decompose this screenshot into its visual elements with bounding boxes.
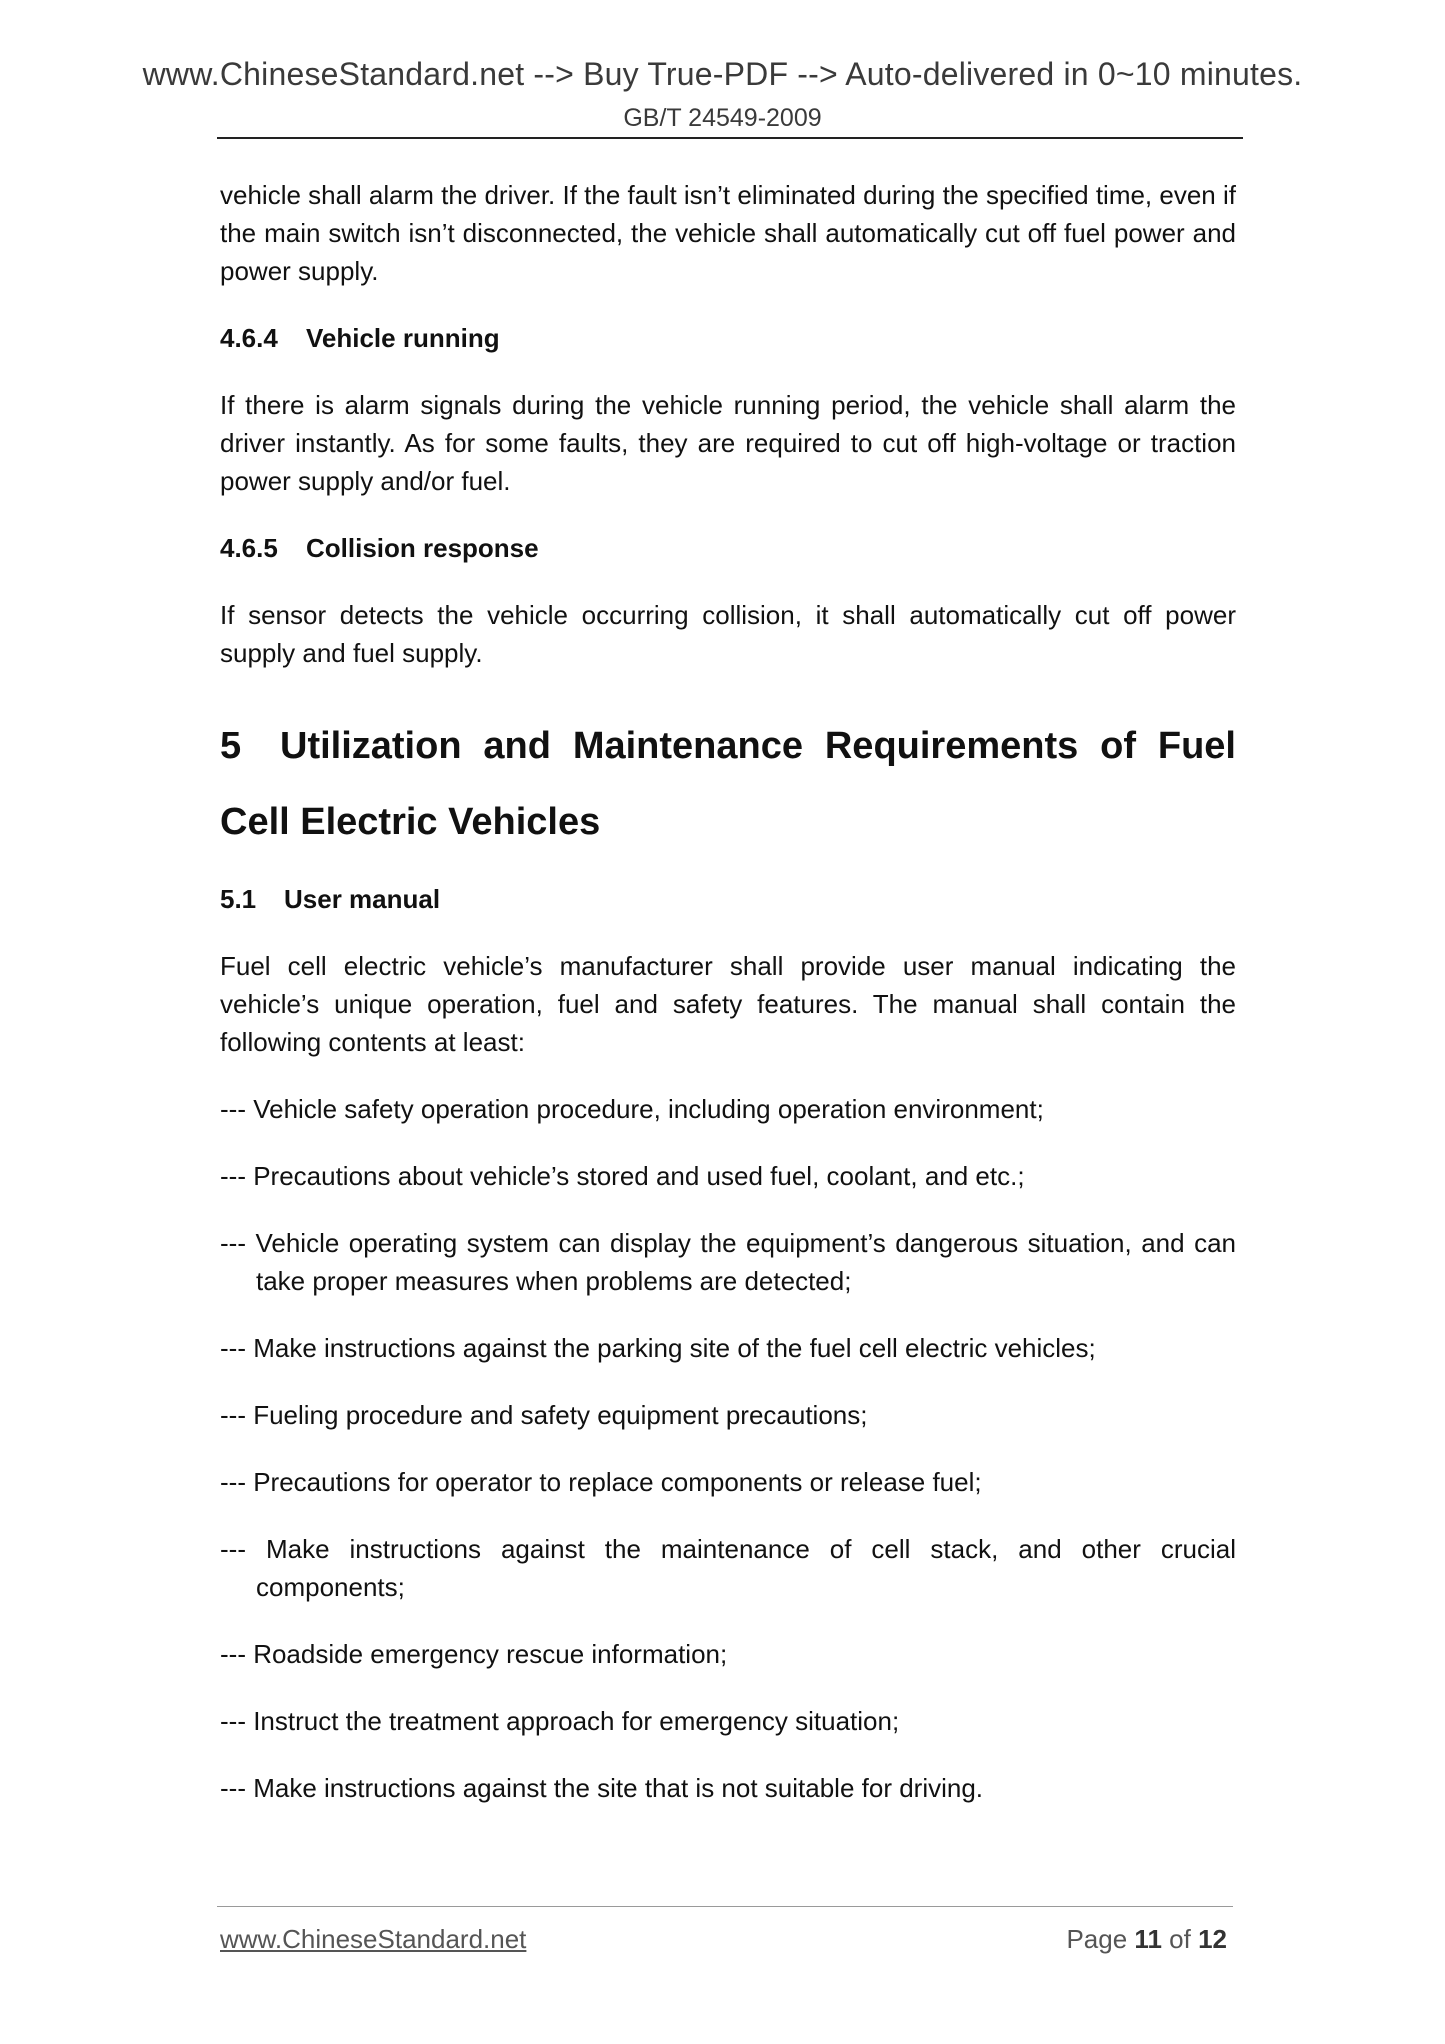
total-page-number: 12 (1198, 1924, 1227, 1954)
page-indicator (1066, 1924, 1227, 1955)
current-page-number: 11 (1134, 1924, 1162, 1954)
section-5-1-heading (220, 880, 1236, 918)
top-banner[interactable]: www.ChineseStandard.net --> Buy True-PDF --> Auto-delivered in 0~10 minutes. (142, 56, 1303, 92)
list-item: --- Vehicle operating system can display the equipment’s dangerous situation, and can take proper measures when problems are detected; (220, 1228, 1236, 1296)
section-5-1-text: Fuel cell electric vehicle’s manufacturer shall provide user manual indicating the vehicle’s unique operation, fuel and safety features. The manual shall contain the following contents at least: (220, 951, 1236, 1057)
user-manual-contents-list (220, 1090, 1236, 1807)
list-item: --- Precautions for operator to replace components or release fuel; (220, 1467, 982, 1497)
document-body (220, 176, 1236, 1836)
list-item: --- Instruct the treatment approach for emergency situation; (220, 1706, 900, 1736)
list-item: --- Make instructions against the site that is not suitable for driving. (220, 1773, 984, 1803)
standard-code: GB/T 24549-2009 (623, 104, 822, 132)
section-title: Utilization and Maintenance Requirements of Fuel Cell Electric Vehicles (220, 725, 1236, 843)
section-number: 4.6.4 (220, 323, 278, 353)
section-title: Vehicle running (306, 323, 500, 353)
section-title: Collision response (306, 533, 539, 563)
section-number: 4.6.5 (220, 533, 278, 563)
section-4-6-4-heading (220, 319, 1236, 357)
section-4-6-5-heading (220, 529, 1236, 567)
list-item: --- Fueling procedure and safety equipment precautions; (220, 1400, 868, 1430)
section-5-heading (220, 708, 1236, 860)
list-item: --- Roadside emergency rescue information; (220, 1639, 728, 1669)
list-item: --- Precautions about vehicle’s stored and used fuel, coolant, and etc.; (220, 1161, 1025, 1191)
page-of: of (1169, 1924, 1191, 1954)
footer-site-link[interactable]: www.ChineseStandard.net (220, 1924, 527, 1954)
list-item: --- Make instructions against the maintenance of cell stack, and other crucial components; (220, 1534, 1236, 1602)
section-4-6-5-text: If sensor detects the vehicle occurring collision, it shall automatically cut off power supply and fuel supply. (220, 600, 1236, 668)
section-4-6-4-text: If there is alarm signals during the vehicle running period, the vehicle shall alarm the driver instantly. As for some faults, they are required to cut off high-voltage or traction power supply and/or fuel. (220, 390, 1236, 496)
list-item: --- Vehicle safety operation procedure, including operation environment; (220, 1094, 1044, 1124)
list-item: --- Make instructions against the parking site of the fuel cell electric vehicles; (220, 1333, 1096, 1363)
header-divider (217, 137, 1243, 139)
page-prefix: Page (1066, 1924, 1128, 1954)
section-number: 5.1 (220, 884, 257, 914)
section-number: 5 (220, 725, 242, 767)
section-title: User manual (284, 884, 441, 914)
intro-paragraph: vehicle shall alarm the driver. If the fault isn’t eliminated during the specified time, even if the main switch isn’t disconnected, the vehicle shall automatically cut off fuel power and power supply. (220, 180, 1236, 286)
footer-divider (217, 1906, 1233, 1907)
